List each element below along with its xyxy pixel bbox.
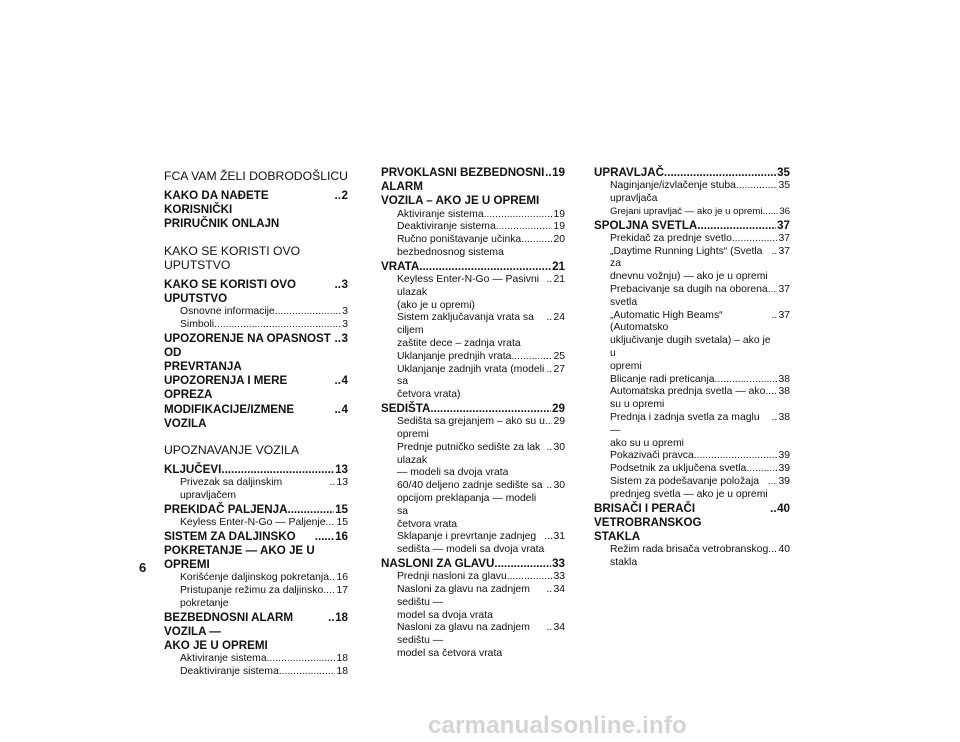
toc-entry-title: Grejani upravljač — ako je u opremi (610, 205, 763, 217)
toc-entry-title: UPOZORENJE NA OPASNOST OD PREVRTANJA (164, 331, 331, 374)
toc-entry-title: Uklanjanje zadnjih vrata (modeli sa četvora vrata) (397, 363, 545, 401)
toc-entry-title: Prednje putničko sedište za lak ulazak — modeli sa dvoja vrata (397, 441, 541, 479)
toc-entry-title: Prekidač za prednje svetlo (610, 232, 732, 244)
toc-page-number: 38 (778, 411, 790, 423)
toc-entry-title: KAKO SE KORISTI OVO UPUTSTVO (164, 277, 297, 305)
toc-entry-title: SEDIŠTA (381, 401, 431, 415)
toc-page-number: 21 (553, 274, 565, 285)
toc-leader-dots (544, 531, 552, 544)
toc-page-number: 35 (777, 166, 790, 179)
toc-chapter-entry[interactable] (164, 189, 348, 232)
toc-subentry[interactable] (594, 463, 790, 476)
toc-entry-title: VRATA (381, 259, 420, 273)
toc-chapter-entry[interactable] (594, 219, 790, 233)
toc-page-number: 31 (553, 531, 565, 543)
toc-entry-title: Prednja i zadnja svetla za maglu — ako su u opremi (610, 411, 760, 449)
toc-page-number: 15 (336, 517, 348, 529)
toc-page-number: 37 (778, 245, 790, 257)
toc-chapter-entry[interactable] (594, 166, 790, 180)
toc-subentry[interactable] (594, 386, 790, 412)
toc-page-number: 4 (341, 402, 348, 416)
toc-entry-title: Sedišta sa grejanjem – ako su u opremi (397, 416, 545, 440)
toc-entry-title: Osnovne informacije (180, 306, 275, 318)
toc-entry-title: Ručno poništavanje učinka bezbednosnog sistema (397, 234, 522, 258)
toc-leader-dots (768, 544, 777, 557)
toc-page-number: 3 (342, 318, 348, 330)
toc-entry-title: Režim rada brisača vetrobranskog stakla (610, 544, 769, 568)
toc-leader-dots (267, 653, 336, 666)
toc-subentry[interactable] (381, 364, 565, 402)
toc-subentry[interactable] (164, 517, 348, 530)
toc-leader-dots (521, 234, 552, 247)
toc-entry-title: Sklapanje i prevrtanje zadnjeg sedišta — modeli sa dvoja vrata (397, 531, 545, 556)
toc-chapter-entry[interactable] (164, 374, 348, 402)
toc-page-number: 34 (553, 583, 565, 595)
toc-entry-title: Keyless Enter-N-Go — Pasivni ulazak (ako je u opremi) (397, 274, 540, 311)
toc-subentry[interactable] (594, 180, 790, 206)
toc-entry-title: „Daytime Running Lights“ (Svetla za dnevnu vožnju) — ako je u opremi (610, 245, 768, 283)
toc-leader-dots (511, 351, 552, 364)
toc-leader-dots (765, 386, 777, 399)
toc-entry-title: 60/40 deljeno zadnje sedište sa opcijom preklapanja — modeli sa četvora vrata (397, 480, 543, 530)
toc-column-1 (164, 166, 348, 679)
toc-entry-title: Podsetnik za uključena svetla (610, 463, 747, 475)
toc-page-number: 19 (553, 208, 565, 220)
toc-page-number: 27 (553, 363, 565, 375)
toc-entry-title: KAKO DA NAĐETE KORISNIČKI PRIRUČNIK ONLAJN (164, 189, 280, 231)
toc-leader-dots (484, 209, 553, 222)
toc-entry-title: KLJUČEVI (164, 463, 222, 477)
toc-subentry[interactable] (381, 584, 565, 622)
toc-entry-title: Automatska prednja svetla — ako su u opremi (610, 386, 766, 411)
toc-entry-title: Uklanjanje prednjih vrata (397, 350, 512, 362)
toc-subentry[interactable] (164, 477, 348, 503)
toc-leader-dots (430, 402, 551, 416)
toc-entry-title: Prednji nasloni za glavu (397, 571, 507, 583)
toc-subentry[interactable] (164, 572, 348, 585)
watermark: carmanualsonline.info (428, 712, 687, 739)
toc-page-number: 18 (335, 610, 348, 624)
toc-subentry[interactable] (164, 653, 348, 666)
toc-subentry[interactable] (594, 310, 790, 374)
toc-entry-title: PRVOKLASNI BEZBEDNOSNI ALARM VOZILA – AKO JE U OPREMI (381, 166, 545, 208)
toc-column-2 (381, 166, 565, 661)
toc-page-number: 38 (778, 373, 790, 385)
toc-section-heading: UPOZNAVANJE VOZILA (164, 443, 299, 458)
toc-entry-title: Naginjanje/izvlačenje stuba upravljača (610, 180, 736, 204)
toc-page-number: 19 (552, 166, 565, 179)
toc-entry-title: PREKIDAČ PALJENJA (164, 502, 288, 516)
toc-chapter-entry[interactable] (164, 278, 348, 306)
toc-leader-dots (315, 530, 334, 544)
toc-subentry[interactable] (594, 412, 790, 450)
toc-page-number: 39 (778, 475, 790, 487)
toc-page-number: 33 (553, 571, 565, 583)
toc-entry-title: Prebacivanje sa dugih na oborena svetla (610, 283, 768, 308)
toc-page-number: 33 (552, 556, 565, 570)
toc-column-3 (594, 166, 790, 570)
toc-page-number: 38 (778, 386, 790, 398)
toc-leader-dots (768, 284, 778, 297)
toc-leader-dots (697, 219, 776, 233)
toc-leader-dots (496, 221, 553, 234)
toc-leader-dots (275, 306, 342, 319)
toc-chapter-entry[interactable] (164, 503, 348, 517)
toc-page-number: 19 (553, 221, 565, 233)
toc-page-number: 16 (336, 572, 348, 584)
toc-chapter-entry[interactable] (164, 611, 348, 654)
toc-page-number: 40 (777, 501, 790, 515)
toc-page-number: 37 (778, 309, 790, 321)
toc-entry-title: Keyless Enter-N-Go — Paljenje (180, 517, 326, 529)
toc-page-number: 37 (778, 232, 790, 244)
toc-chapter-entry[interactable] (164, 332, 348, 375)
toc-page-number: 18 (336, 653, 348, 665)
toc-section-heading: KAKO SE KORISTI OVO UPUTSTVO (164, 243, 301, 272)
toc-subentry[interactable] (164, 319, 348, 332)
toc-leader-dots (507, 571, 553, 584)
toc-subentry[interactable] (594, 374, 790, 387)
toc-page-number: 37 (777, 218, 790, 232)
toc-subentry[interactable] (594, 476, 790, 502)
toc-page-number: 13 (335, 463, 348, 477)
toc-leader-dots (279, 666, 336, 679)
toc-leader-dots (419, 260, 551, 274)
toc-subentry[interactable] (381, 622, 565, 660)
toc-page-number: 3 (341, 277, 348, 291)
toc-section-heading: FCA VAM ŽELI DOBRODOŠLICU (164, 169, 348, 183)
toc-subentry[interactable] (381, 480, 565, 531)
toc-leader-dots (287, 503, 334, 517)
toc-leader-dots (736, 180, 778, 193)
toc-page-number: 3 (341, 331, 348, 345)
toc-entry-title: MODIFIKACIJE/IZMENE VOZILA (164, 402, 295, 430)
toc-page-number: 29 (552, 401, 565, 415)
toc-entry-title: Aktiviranje sistema (180, 653, 267, 665)
toc-page-number: 13 (336, 477, 348, 489)
toc-leader-dots (715, 374, 778, 387)
toc-subentry[interactable] (381, 274, 565, 312)
toc-leader-dots (763, 206, 779, 219)
toc-leader-dots (694, 450, 778, 463)
toc-page-number: 16 (335, 529, 348, 543)
toc-leader-dots (545, 416, 553, 429)
toc-page-number: 34 (553, 622, 565, 634)
toc-leader-dots (768, 476, 778, 489)
toc-page-number: 17 (336, 585, 348, 597)
toc-entry-title: Pristupanje režimu za daljinsko pokretanje (180, 585, 324, 610)
toc-subentry[interactable] (594, 450, 790, 463)
toc-entry-title: NASLONI ZA GLAVU (381, 556, 495, 570)
toc-page-number: 35 (778, 180, 790, 192)
toc-subentry[interactable] (381, 234, 565, 260)
toc-leader-dots (664, 166, 776, 180)
toc-entry-title: Simboli (180, 318, 215, 330)
toc-subentry[interactable] (164, 306, 348, 319)
toc-leader-dots (214, 319, 341, 332)
toc-subentry[interactable] (164, 666, 348, 679)
toc-chapter-entry[interactable] (381, 557, 565, 571)
toc-chapter-entry[interactable] (164, 463, 348, 477)
toc-page-number: 21 (552, 259, 565, 273)
toc-page-number: 29 (553, 416, 565, 428)
toc-page-number: 37 (778, 283, 790, 295)
toc-entry-title: Blicanje radi preticanja (610, 373, 715, 385)
toc-entry-title: BEZBEDNOSNI ALARM VOZILA — AKO JE U OPREMI (164, 610, 294, 653)
toc-subentry[interactable] (381, 416, 565, 442)
toc-leader-dots (732, 233, 778, 246)
toc-subentry[interactable] (594, 246, 790, 284)
page-number: 6 (139, 560, 147, 575)
toc-entry-title: Aktiviranje sistema (397, 208, 484, 220)
toc-page-number: 24 (553, 312, 565, 324)
toc-entry-title: BRISAČI I PERAČI VETROBRANSKOG STAKLA (594, 501, 702, 543)
toc-page-number: 2 (341, 189, 348, 202)
toc-leader-dots (746, 463, 777, 476)
toc-entry-title: Korišćenje daljinskog pokretanja (180, 572, 330, 584)
toc-leader-dots (323, 585, 335, 598)
toc-subentry[interactable] (594, 544, 790, 570)
toc-entry-title: Nasloni za glavu na zadnjem sedištu — model sa dvoja vrata (397, 583, 530, 621)
toc-entry-title: UPOZORENJA I MERE OPREZA (164, 374, 288, 402)
toc-page-number: 4 (341, 374, 348, 388)
toc-subentry[interactable] (381, 571, 565, 584)
toc-subentry[interactable] (381, 531, 565, 557)
toc-page-number: 20 (553, 234, 565, 246)
toc-subentry[interactable] (381, 209, 565, 222)
toc-page-number: 40 (778, 544, 790, 556)
toc-subentry[interactable] (381, 351, 565, 364)
toc-entry-title: SPOLJNA SVETLA (594, 218, 698, 232)
toc-entry-title: Deaktiviranje sistema (397, 221, 496, 233)
toc-chapter-entry[interactable] (381, 402, 565, 416)
toc-page-number: 39 (778, 463, 790, 475)
toc-entry-title: Deaktiviranje sistema (180, 666, 279, 678)
toc-entry-title: „Automatic High Beams“ (Automatsko uključivanje dugih svetala) – ako je u opremi (610, 309, 771, 372)
toc-page-number: 30 (553, 480, 565, 492)
toc-page-number: 36 (779, 205, 790, 217)
toc-entry-title: Privezak sa daljinskim upravljačem (180, 477, 283, 502)
toc-leader-dots (494, 557, 551, 571)
toc-subentry[interactable] (381, 312, 565, 350)
toc-subentry[interactable] (594, 206, 790, 219)
toc-page-number: 3 (342, 306, 348, 318)
toc-entry-title: UPRAVLJAČ (594, 166, 664, 179)
toc-page-number: 30 (553, 441, 565, 453)
toc-entry-title: Nasloni za glavu na zadnjem sedištu — model sa četvora vrata (397, 622, 530, 659)
toc-chapter-entry[interactable] (594, 502, 790, 545)
toc-subentry[interactable] (594, 284, 790, 310)
toc-chapter-entry[interactable] (381, 260, 565, 274)
toc-entry-title: Sistem zaključavanja vrata sa ciljem zaštite dece – zadnja vrata (397, 312, 534, 349)
toc-page-number: 25 (553, 350, 565, 362)
toc-page-number: 39 (778, 450, 790, 462)
toc-page-number: 15 (335, 502, 348, 516)
toc-chapter-entry[interactable] (164, 403, 348, 431)
toc-page-number: 18 (336, 666, 348, 678)
toc-entry-title: SISTEM ZA DALJINSKO POKRETANJE — AKO JE U OPREMI (164, 529, 315, 572)
toc-subentry[interactable] (381, 221, 565, 234)
toc-entry-title: Sistem za podešavanje položaja prednjeg svetla — ako je u opremi (610, 475, 768, 500)
toc-entry-title: Pokazivači pravca (610, 450, 694, 462)
toc-leader-dots (221, 463, 334, 477)
toc-chapter-entry[interactable] (164, 530, 348, 573)
toc-leader-dots (326, 517, 336, 530)
toc-chapter-entry[interactable] (381, 166, 565, 209)
toc-subentry[interactable] (381, 442, 565, 480)
toc-subentry[interactable] (594, 233, 790, 246)
toc-subentry[interactable] (164, 585, 348, 611)
